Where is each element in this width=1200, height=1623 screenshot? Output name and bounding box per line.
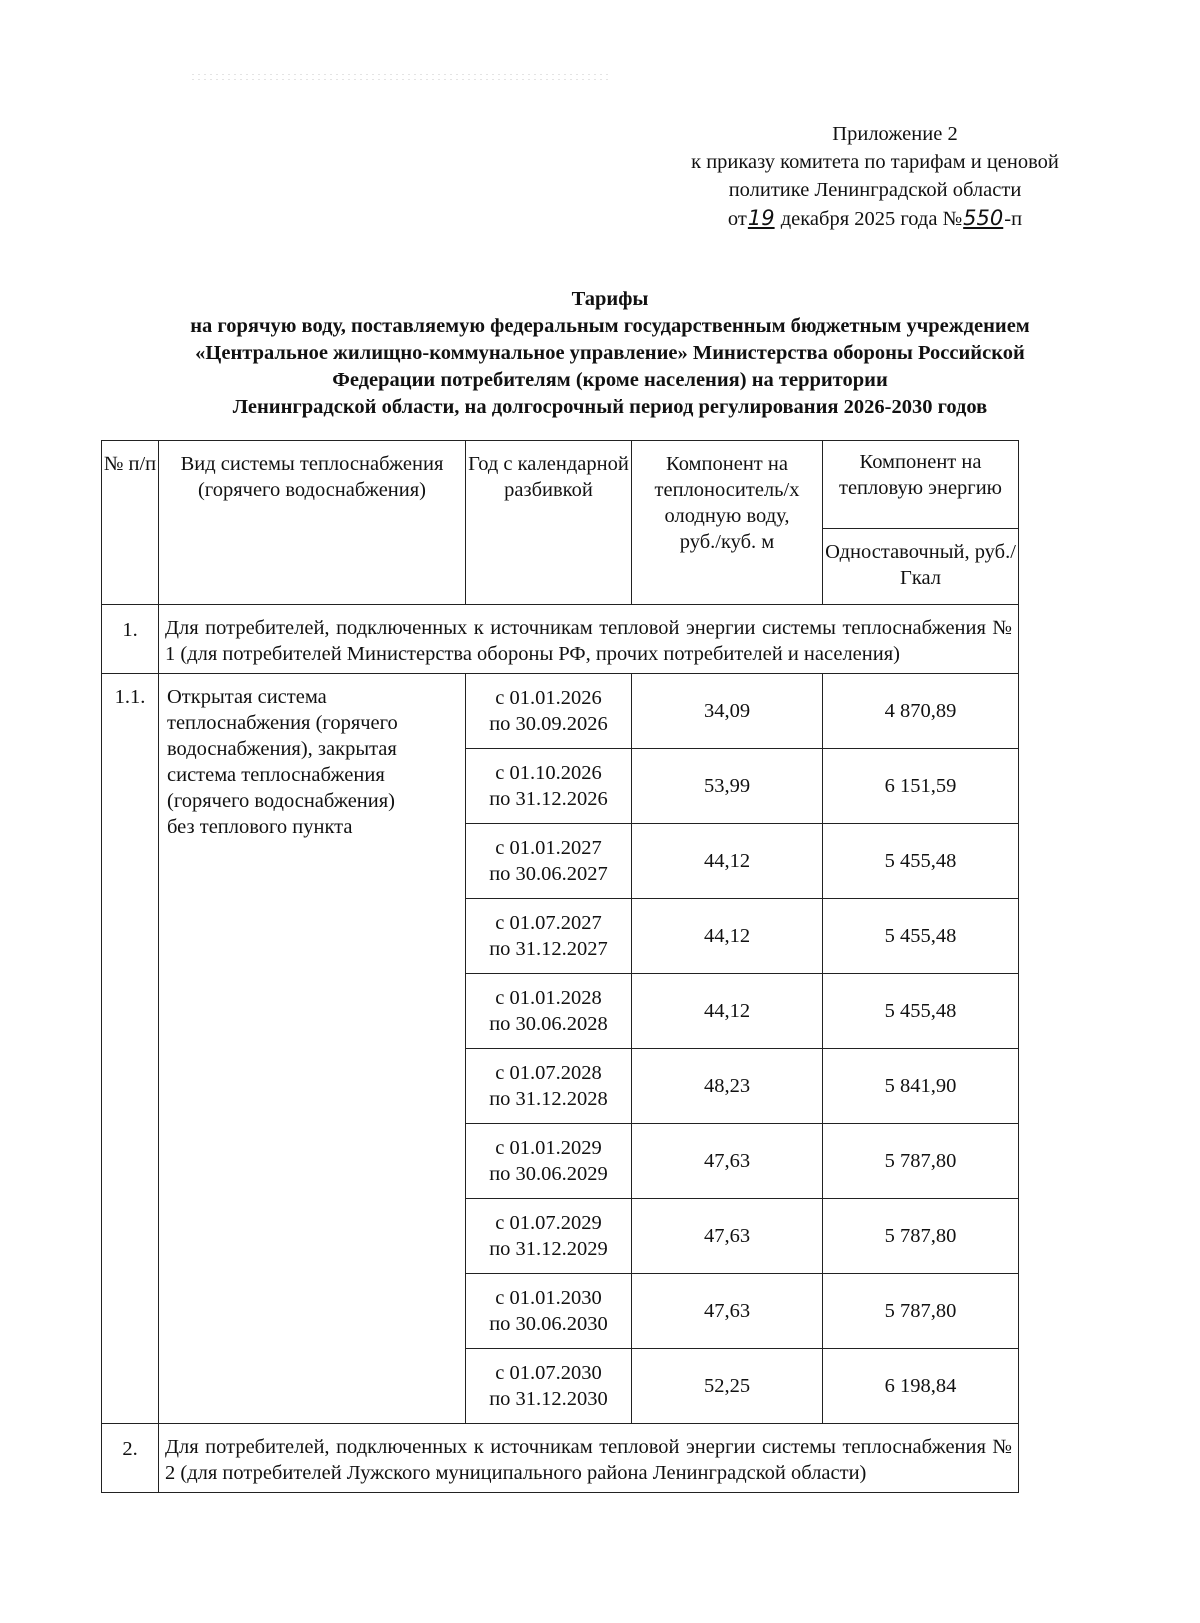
period-cell [466, 1199, 632, 1274]
period-cell [466, 974, 632, 1049]
water-value: 47,63 [632, 1124, 823, 1199]
period-to: по 30.06.2030 [489, 1313, 608, 1335]
section-row [102, 605, 1019, 674]
row-kind-l2: теплоснабжения (горячего [167, 712, 398, 734]
period-cell [466, 674, 632, 749]
scan-noise [190, 72, 610, 84]
period-from: с 01.07.2028 [495, 1062, 602, 1084]
header-kind: Вид системы теплоснабжения (горячего водоснабжения) [159, 441, 466, 605]
order-from: от [727, 208, 747, 230]
heat-value: 5 787,80 [823, 1124, 1019, 1199]
water-value: 44,12 [632, 974, 823, 1049]
water-value: 53,99 [632, 749, 823, 824]
header-year: Год с календарной разбивкой [466, 441, 632, 605]
appendix-header [640, 120, 1110, 233]
order-authority: политике Ленинградской области [728, 179, 1022, 201]
document-title [90, 286, 1130, 421]
period-from: с 01.10.2026 [495, 762, 602, 784]
order-suffix: -п [1004, 208, 1023, 230]
tariff-table [101, 440, 1019, 1493]
order-reference: к приказу комитета по тарифам и ценовой [691, 151, 1059, 173]
row-1-1-kind [159, 674, 466, 1424]
header-comp-heat-sub: Одноставочный, руб./Гкал [823, 529, 1019, 605]
period-to: по 31.12.2028 [489, 1088, 608, 1110]
heat-value: 5 455,48 [823, 899, 1019, 974]
title-line-2: на горячую воду, поставляемую федеральным государственным бюджетным учреждением [190, 315, 1030, 337]
order-date-line [640, 204, 1110, 233]
header-comp-water-l2: теплоноситель/х [654, 479, 800, 501]
header-num: № п/п [102, 441, 159, 605]
order-number-handwritten: 550 [963, 206, 1004, 230]
row-kind-l5: (горячего водоснабжения) [167, 790, 396, 812]
title-main: Тарифы [571, 288, 649, 310]
appendix-label: Приложение 2 [832, 123, 958, 145]
heat-value: 6 198,84 [823, 1349, 1019, 1424]
water-value: 44,12 [632, 824, 823, 899]
period-from: с 01.07.2027 [495, 912, 602, 934]
table-row [102, 674, 1019, 749]
period-from: с 01.07.2030 [495, 1362, 602, 1384]
header-row [102, 441, 1019, 529]
heat-value: 5 455,48 [823, 974, 1019, 1049]
water-value: 48,23 [632, 1049, 823, 1124]
order-day-handwritten: 19 [747, 206, 775, 230]
water-value: 34,09 [632, 674, 823, 749]
row-kind-l4: система теплоснабжения [167, 764, 385, 786]
heat-value: 5 787,80 [823, 1199, 1019, 1274]
period-to: по 31.12.2027 [489, 938, 608, 960]
period-cell [466, 824, 632, 899]
header-comp-water [632, 441, 823, 605]
title-line-3: «Центральное жилищно-коммунальное управление» Министерства обороны Российской [195, 342, 1025, 364]
section-2-num: 2. [102, 1424, 159, 1493]
period-from: с 01.01.2028 [495, 987, 602, 1009]
period-to: по 30.09.2026 [489, 713, 608, 735]
period-cell [466, 749, 632, 824]
period-from: с 01.07.2029 [495, 1212, 602, 1234]
heat-value: 5 455,48 [823, 824, 1019, 899]
water-value: 52,25 [632, 1349, 823, 1424]
period-to: по 30.06.2027 [489, 863, 608, 885]
period-to: по 31.12.2029 [489, 1238, 608, 1260]
water-value: 44,12 [632, 899, 823, 974]
row-kind-l1: Открытая система [167, 686, 327, 708]
period-from: с 01.01.2027 [495, 837, 602, 859]
period-from: с 01.01.2030 [495, 1287, 602, 1309]
header-comp-water-l1: Компонент на [666, 453, 788, 475]
order-month-year: декабря 2025 года № [780, 208, 963, 230]
period-to: по 31.12.2030 [489, 1388, 608, 1410]
period-cell [466, 1049, 632, 1124]
row-kind-l6: без теплового пункта [167, 816, 353, 838]
period-to: по 30.06.2028 [489, 1013, 608, 1035]
title-line-4: Федерации потребителям (кроме населения) на территории [332, 369, 888, 391]
header-comp-heat: Компонент на тепловую энергию [823, 441, 1019, 529]
heat-value: 5 841,90 [823, 1049, 1019, 1124]
period-cell [466, 899, 632, 974]
period-from: с 01.01.2029 [495, 1137, 602, 1159]
period-to: по 30.06.2029 [489, 1163, 608, 1185]
row-kind-l3: водоснабжения), закрытая [167, 738, 397, 760]
period-cell [466, 1124, 632, 1199]
section-2-text: Для потребителей, подключенных к источникам тепловой энергии системы теплоснабжения № 2 (для потребителей Лужского муниципального района Ленинградской области) [159, 1424, 1019, 1493]
heat-value: 6 151,59 [823, 749, 1019, 824]
header-comp-water-l3: олодную воду, [664, 505, 790, 527]
period-from: с 01.01.2026 [495, 687, 602, 709]
section-1-num: 1. [102, 605, 159, 674]
row-1-1-num: 1.1. [102, 674, 159, 1424]
heat-value: 5 787,80 [823, 1274, 1019, 1349]
title-line-5: Ленинградской области, на долгосрочный период регулирования 2026-2030 годов [232, 396, 988, 418]
header-comp-water-l4: руб./куб. м [679, 531, 775, 553]
section-row [102, 1424, 1019, 1493]
period-cell [466, 1274, 632, 1349]
section-1-text: Для потребителей, подключенных к источникам тепловой энергии системы теплоснабжения № 1 (для потребителей Министерства обороны РФ, прочих потребителей и населения) [159, 605, 1019, 674]
period-to: по 31.12.2026 [489, 788, 608, 810]
period-cell [466, 1349, 632, 1424]
heat-value: 4 870,89 [823, 674, 1019, 749]
water-value: 47,63 [632, 1274, 823, 1349]
water-value: 47,63 [632, 1199, 823, 1274]
